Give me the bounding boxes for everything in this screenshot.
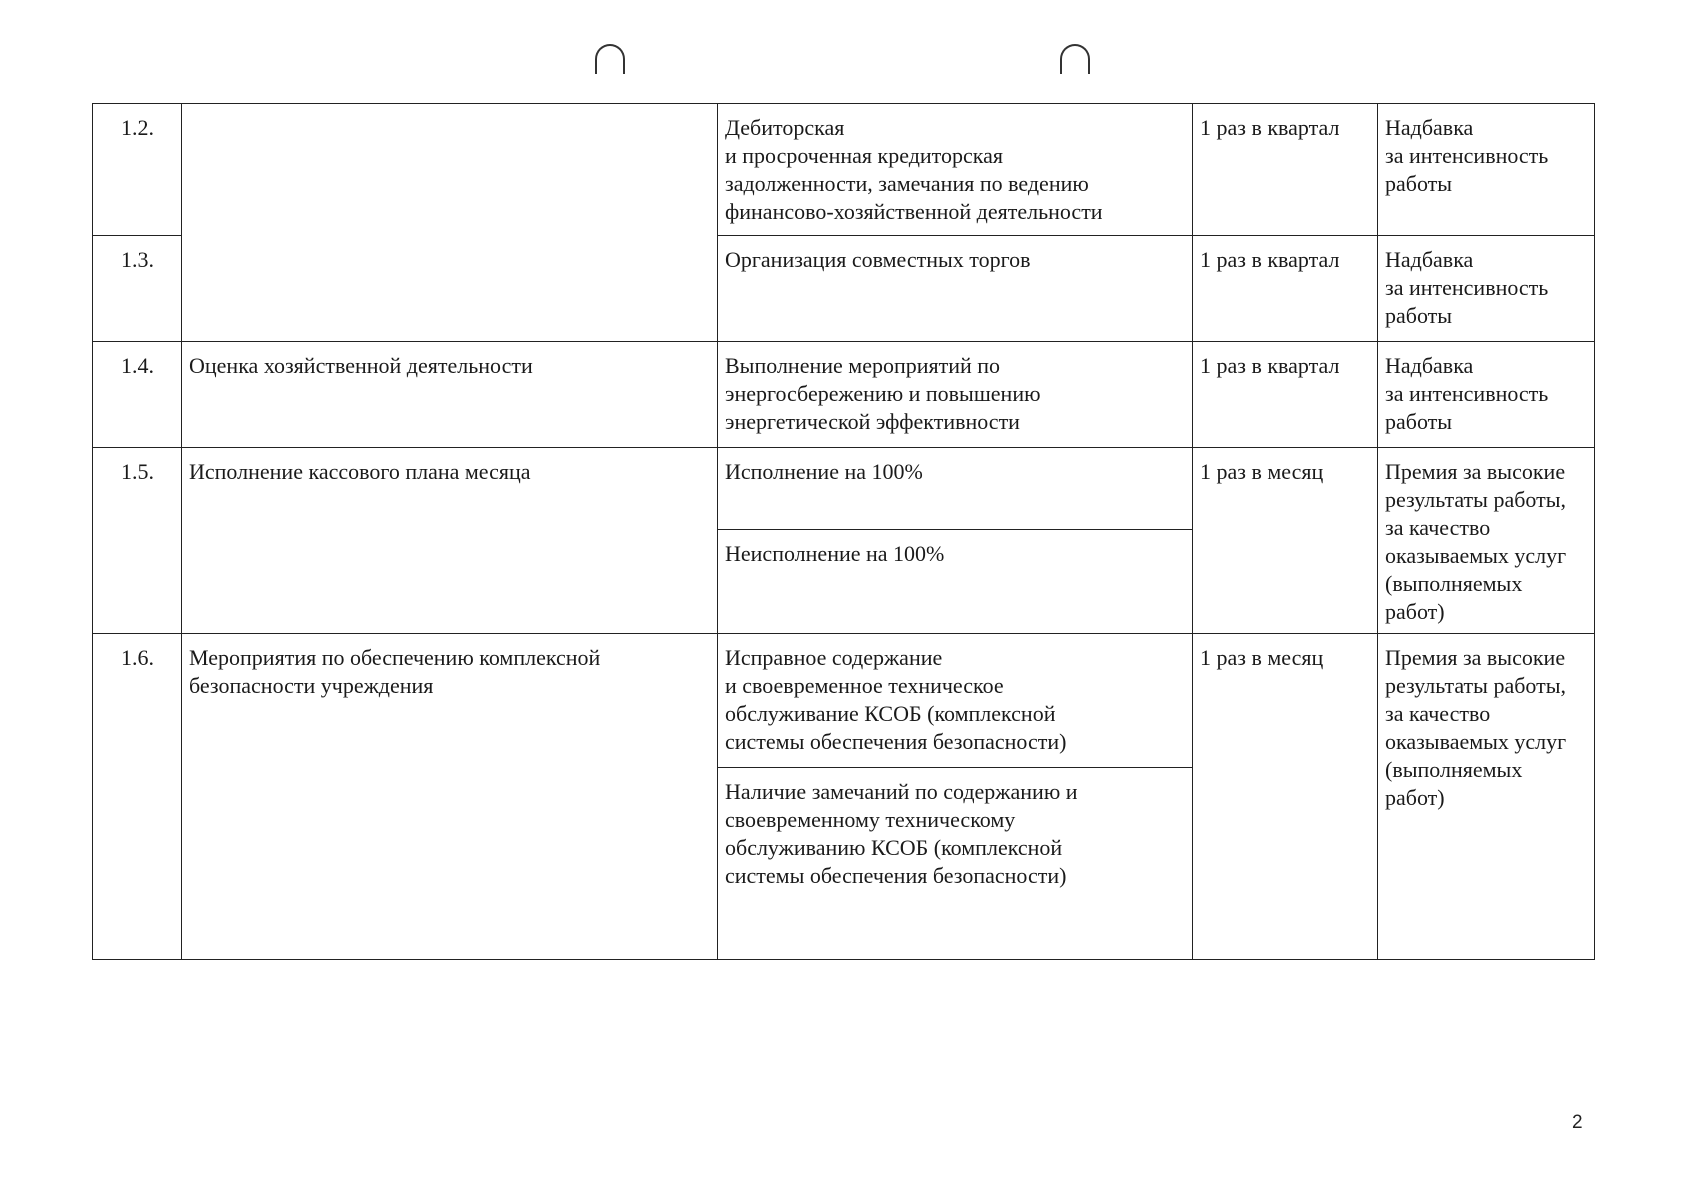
indicator-cell: Мероприятия по обеспечению комплексной безопасности учреждения [182, 634, 718, 960]
table-row [93, 448, 1595, 530]
periodicity-cell: 1 раз в квартал [1193, 236, 1378, 342]
criterion-cell: Дебиторская и просроченная кредиторская задолженности, замечания по ведению финансово-хозяйственной деятельности [718, 104, 1193, 236]
periodicity-cell: 1 раз в месяц [1193, 634, 1378, 960]
payment-type-cell: Надбавка за интенсивность работы [1378, 342, 1595, 448]
payment-type-cell: Надбавка за интенсивность работы [1378, 236, 1595, 342]
punch-hole-mark [1060, 44, 1090, 74]
indicator-cell: Исполнение кассового плана месяца [182, 448, 718, 634]
indicator-cell: Оценка хозяйственной деятельности [182, 342, 718, 448]
criterion-cell: Исполнение на 100% [718, 448, 1193, 530]
criteria-table [92, 103, 1595, 960]
punch-hole-mark [595, 44, 625, 74]
periodicity-cell: 1 раз в квартал [1193, 104, 1378, 236]
criterion-cell: Выполнение мероприятий по энергосбережению и повышению энергетической эффективности [718, 342, 1193, 448]
table-row [93, 104, 1595, 236]
row-number: 1.5. [93, 448, 182, 634]
row-number: 1.3. [93, 236, 182, 342]
periodicity-cell: 1 раз в квартал [1193, 342, 1378, 448]
row-number: 1.2. [93, 104, 182, 236]
page-number: 2 [1572, 1112, 1583, 1133]
payment-type-cell: Премия за высокие результаты работы, за качество оказываемых услуг (выполняемых работ) [1378, 634, 1595, 960]
periodicity-cell: 1 раз в месяц [1193, 448, 1378, 634]
payment-type-cell: Надбавка за интенсивность работы [1378, 104, 1595, 236]
table-row [93, 342, 1595, 448]
row-number: 1.6. [93, 634, 182, 960]
criterion-cell: Неисполнение на 100% [718, 530, 1193, 634]
criterion-cell: Организация совместных торгов [718, 236, 1193, 342]
indicator-cell [182, 104, 718, 342]
table-row [93, 634, 1595, 768]
criterion-cell: Наличие замечаний по содержанию и своевременному техническому обслуживанию КСОБ (комплексной системы обеспечения безопасности) [718, 768, 1193, 960]
payment-type-cell: Премия за высокие результаты работы, за качество оказываемых услуг (выполняемых работ) [1378, 448, 1595, 634]
criterion-cell: Исправное содержание и своевременное техническое обслуживание КСОБ (комплексной системы обеспечения безопасности) [718, 634, 1193, 768]
row-number: 1.4. [93, 342, 182, 448]
